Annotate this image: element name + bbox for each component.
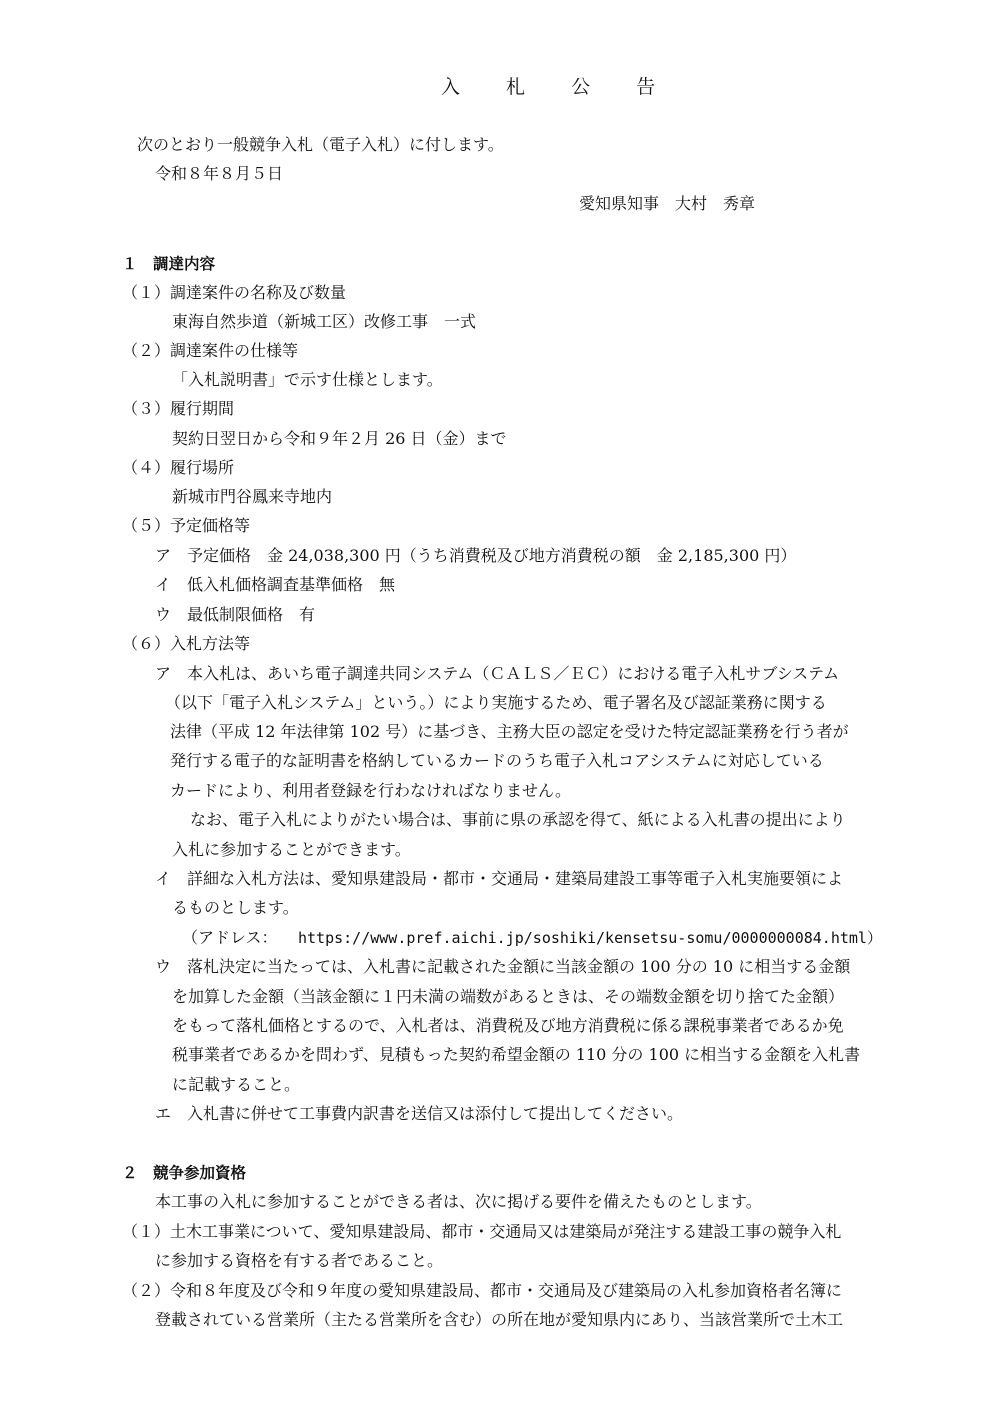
address-label: （アドレス： [182,928,278,947]
item6-e-line: エ 入札書に併せて工事費内訳書を送信又は添付して提出してください。 [155,1104,684,1123]
item6-a-line: カードにより、利用者登録を行わなければなりません。 [170,781,571,800]
item6-u-line: に記載すること。 [172,1075,301,1094]
item6-a-line: 法律（平成 12 年法律第 102 号）に基づき、主務大臣の認定を受けた特定認証業務を行う者が [170,722,849,741]
item1-label: （１）調達案件の名称及び数量 [122,283,347,302]
section1-heading: １ 調達内容 [122,255,216,273]
section2-item2-line: （２）令和８年度及び令和９年度の愛知県建設局、都市・交通局及び建築局の入札参加資格者名簿に [122,1281,843,1300]
item6-u-line: を加算した金額（当該金額に１円未満の端数があるときは、その端数金額を切り捨てた金額） [172,987,845,1006]
item6-u-line: 税事業者であるかを問わず、見積もった契約希望金額の 110 分の 100 に相当する金額を入札書 [172,1045,861,1064]
item6-a-line: 入札に参加することができます。 [172,840,411,859]
notice-intro: 次のとおり一般競争入札（電子入札）に付します。 [137,135,504,154]
item6-label: （６）入札方法等 [122,634,251,653]
item2-label: （２）調達案件の仕様等 [122,341,299,360]
section2-item2-line: 登載されている営業所（主たる営業所を含む）の所在地が愛知県内にあり、当該営業所で土木工 [155,1310,844,1329]
item5-label: （５）予定価格等 [122,516,251,535]
item6-a-line: ア 本入札は、あいち電子調達共同システム（ＣＡＬＳ／ＥＣ）における電子入札サブシステム [155,664,840,683]
item6-i-line: るものとします。 [172,898,299,917]
item6-a-line: （以下「電子入札システム」という。）により実施するため、電子署名及び認証業務に関する [165,693,827,712]
item3-label: （３）履行期間 [122,399,235,418]
item5-minimum-price: ウ 最低制限価格 有 [155,605,316,624]
item6-a-line: なお、電子入札によりがたい場合は、事前に県の承認を得て、紙による入札書の提出により [190,810,846,829]
notice-date: 令和８年８月５日 [155,164,284,183]
item1-value: 東海自然歩道（新城工区）改修工事 一式 [172,312,477,331]
item4-value: 新城市門谷鳳来寺地内 [172,487,333,506]
item6-u-line: ウ 落札決定に当たっては、入札書に記載された金額に当該金額の 100 分の 10 に相当する金額 [155,957,851,976]
section2-item1-line: に参加する資格を有する者であること。 [155,1251,444,1270]
item6-i-line: イ 詳細な入札方法は、愛知県建設局・都市・交通局・建築局建設工事等電子入札実施要領によ [155,869,844,888]
item4-label: （４）履行場所 [122,458,235,477]
item6-u-line: をもって落札価格とするので、入札者は、消費税及び地方消費税に係る課税事業者であるか免 [172,1016,844,1035]
notice-title: 入 札 公 告 [441,76,676,98]
notice-issuer: 愛知県知事 大村 秀章 [579,194,756,213]
section2-intro: 本工事の入札に参加することができる者は、次に掲げる要件を備えたものとします。 [155,1192,762,1211]
section2-item1-line: （１）土木工事業について、愛知県建設局、都市・交通局又は建築局が発注する建設工事の競争入札 [122,1222,842,1241]
item3-value: 契約日翌日から令和９年２月 26 日（金）まで [172,429,507,448]
section2-heading: ２ 競争参加資格 [122,1164,247,1182]
item5-planned-price: ア 予定価格 金 24,038,300 円（うち消費税及び地方消費税の額 金 2,185,300 円） [155,546,797,565]
item5-low-bid-standard: イ 低入札価格調査基準価格 無 [155,575,396,594]
item6-a-line: 発行する電子的な証明書を格納しているカードのうち電子入札コアシステムに対応している [170,751,824,770]
address-url-link[interactable]: https://www.pref.aichi.jp/soshiki/kensetsu-somu/0000000084.html） [298,929,882,947]
item2-value: 「入札説明書」で示す仕様とします。 [172,370,443,389]
